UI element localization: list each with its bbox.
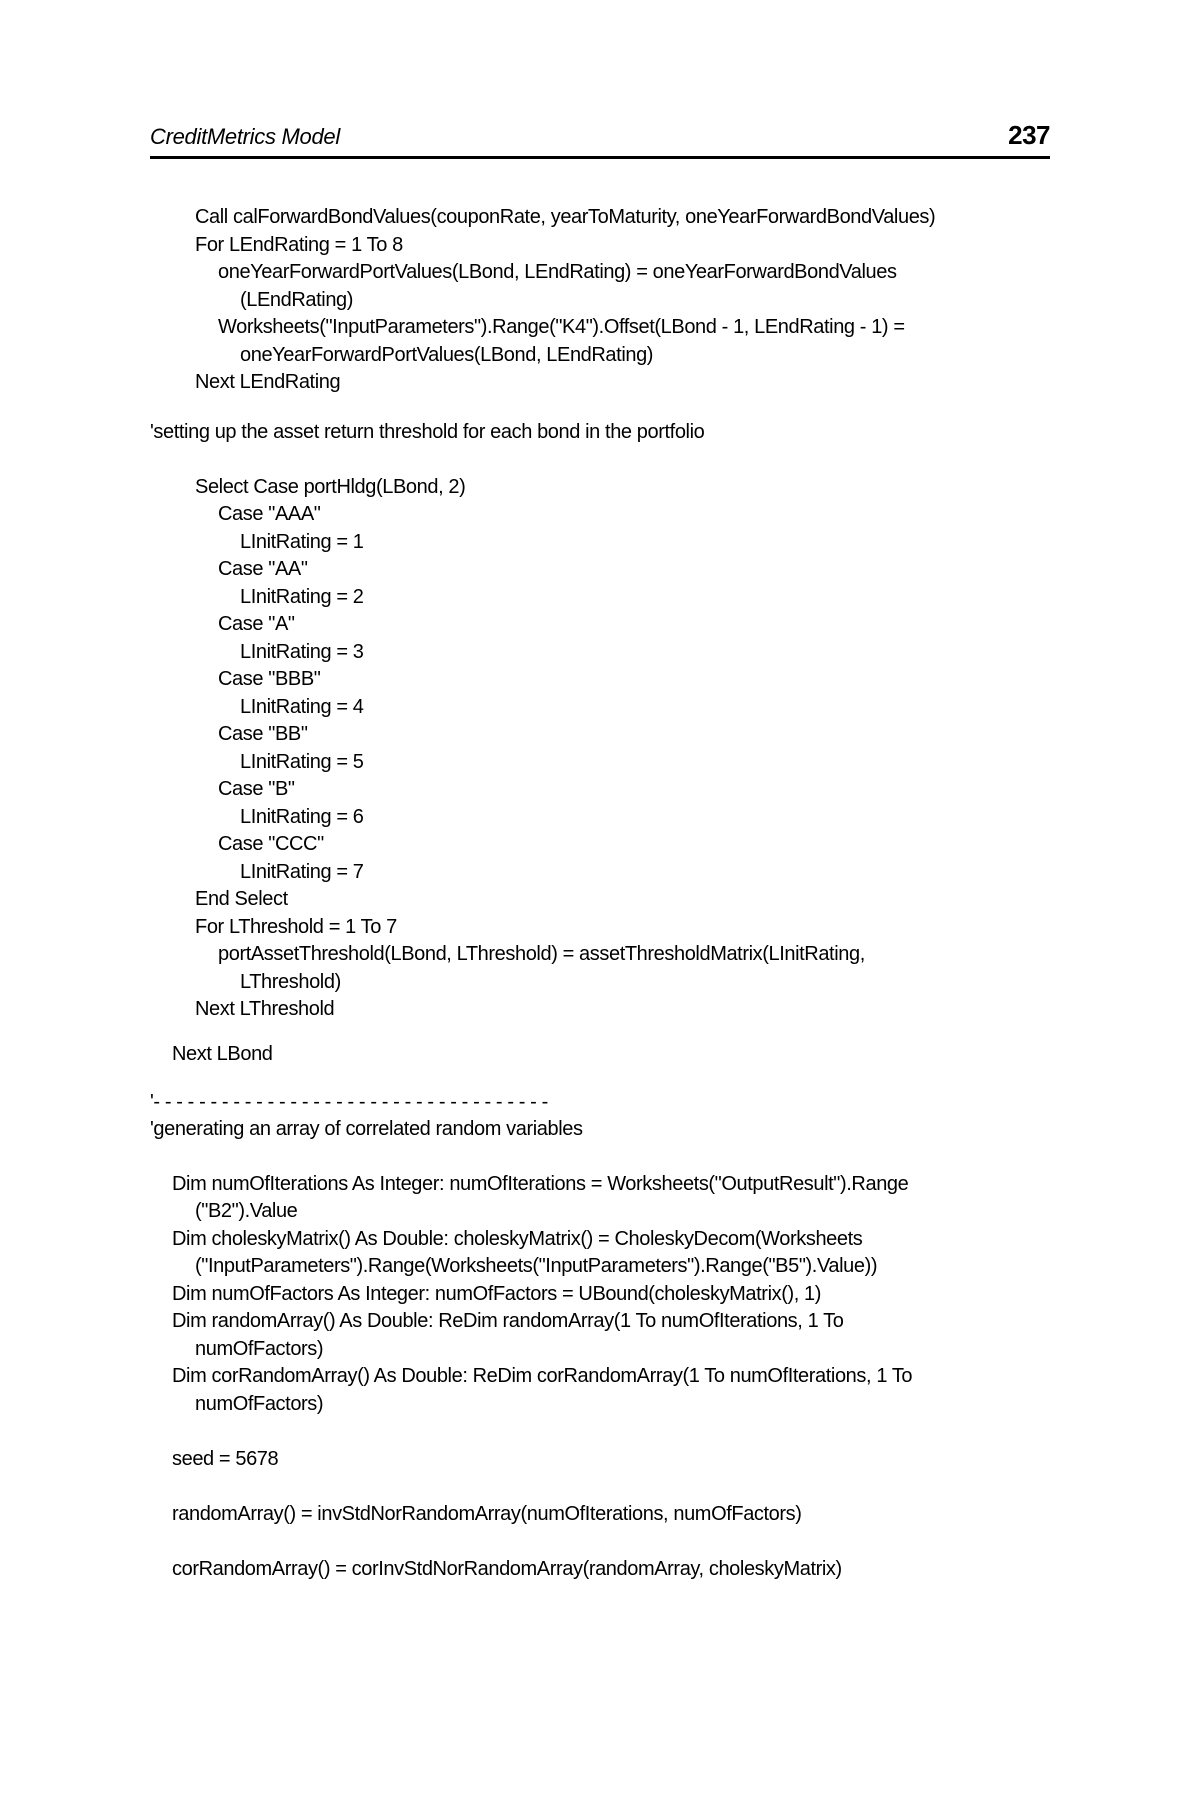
code-line: For LEndRating = 1 To 8 bbox=[195, 234, 403, 256]
code-line: numOfFactors) bbox=[195, 1338, 324, 1360]
code-line: Dim randomArray() As Double: ReDim randomArray(1 To numOfIterations, 1 To bbox=[172, 1310, 844, 1332]
code-line: Call calForwardBondValues(couponRate, yearToMaturity, oneYearForwardBondValues) bbox=[195, 206, 936, 228]
code-comment: 'setting up the asset return threshold for each bond in the portfolio bbox=[150, 421, 705, 443]
code-line: Dim choleskyMatrix() As Double: choleskyMatrix() = CholeskyDecom(Worksheets bbox=[172, 1228, 863, 1250]
code-line: LInitRating = 7 bbox=[240, 861, 364, 883]
code-line: oneYearForwardPortValues(LBond, LEndRating) = oneYearForwardBondValues bbox=[218, 261, 897, 283]
code-line: Case "BBB" bbox=[218, 668, 321, 690]
code-line: LInitRating = 4 bbox=[240, 696, 364, 718]
code-line: corRandomArray() = corInvStdNorRandomArray(randomArray, choleskyMatrix) bbox=[172, 1558, 842, 1580]
code-line: (LEndRating) bbox=[240, 289, 354, 311]
running-title: CreditMetrics Model bbox=[150, 124, 340, 149]
code-line: LInitRating = 2 bbox=[240, 586, 364, 608]
code-line: Dim numOfIterations As Integer: numOfIterations = Worksheets("OutputResult").Range bbox=[172, 1173, 909, 1195]
code-line: Case "AA" bbox=[218, 558, 308, 580]
page-header bbox=[150, 120, 1050, 159]
code-line: For LThreshold = 1 To 7 bbox=[195, 916, 397, 938]
code-line: LInitRating = 3 bbox=[240, 641, 364, 663]
code-line: ("B2").Value bbox=[195, 1200, 298, 1222]
code-line: Case "A" bbox=[218, 613, 295, 635]
code-line: seed = 5678 bbox=[172, 1448, 279, 1470]
code-line: Next LEndRating bbox=[195, 371, 341, 393]
code-line: oneYearForwardPortValues(LBond, LEndRating) bbox=[240, 344, 654, 366]
code-comment: 'generating an array of correlated random variables bbox=[150, 1118, 583, 1140]
code-line: Select Case portHldg(LBond, 2) bbox=[195, 476, 466, 498]
code-line: Case "BB" bbox=[218, 723, 308, 745]
code-line: Worksheets("InputParameters").Range("K4").Offset(LBond - 1, LEndRating - 1) = bbox=[218, 316, 905, 338]
code-line: LThreshold) bbox=[240, 971, 341, 993]
code-line: numOfFactors) bbox=[195, 1393, 324, 1415]
code-line: Dim corRandomArray() As Double: ReDim corRandomArray(1 To numOfIterations, 1 To bbox=[172, 1365, 913, 1387]
code-line: Next LThreshold bbox=[195, 998, 335, 1020]
code-line: LInitRating = 1 bbox=[240, 531, 364, 553]
code-line: randomArray() = invStdNorRandomArray(numOfIterations, numOfFactors) bbox=[172, 1503, 802, 1525]
code-line: Dim numOfFactors As Integer: numOfFactors = UBound(choleskyMatrix(), 1) bbox=[172, 1283, 822, 1305]
code-line: Next LBond bbox=[172, 1043, 273, 1065]
code-line: End Select bbox=[195, 888, 288, 910]
code-line: ("InputParameters").Range(Worksheets("InputParameters").Range("B5").Value)) bbox=[195, 1255, 878, 1277]
code-comment-divider: '- - - - - - - - - - - - - - - - - - - - - - - - - - - - - - - - - - - bbox=[150, 1091, 548, 1113]
page-number: 237 bbox=[1008, 120, 1050, 150]
code-line: Case "CCC" bbox=[218, 833, 324, 855]
code-line: LInitRating = 5 bbox=[240, 751, 364, 773]
code-line: Case "AAA" bbox=[218, 503, 321, 525]
code-line: Case "B" bbox=[218, 778, 295, 800]
code-line: portAssetThreshold(LBond, LThreshold) = assetThresholdMatrix(LInitRating, bbox=[218, 943, 865, 965]
code-line: LInitRating = 6 bbox=[240, 806, 364, 828]
